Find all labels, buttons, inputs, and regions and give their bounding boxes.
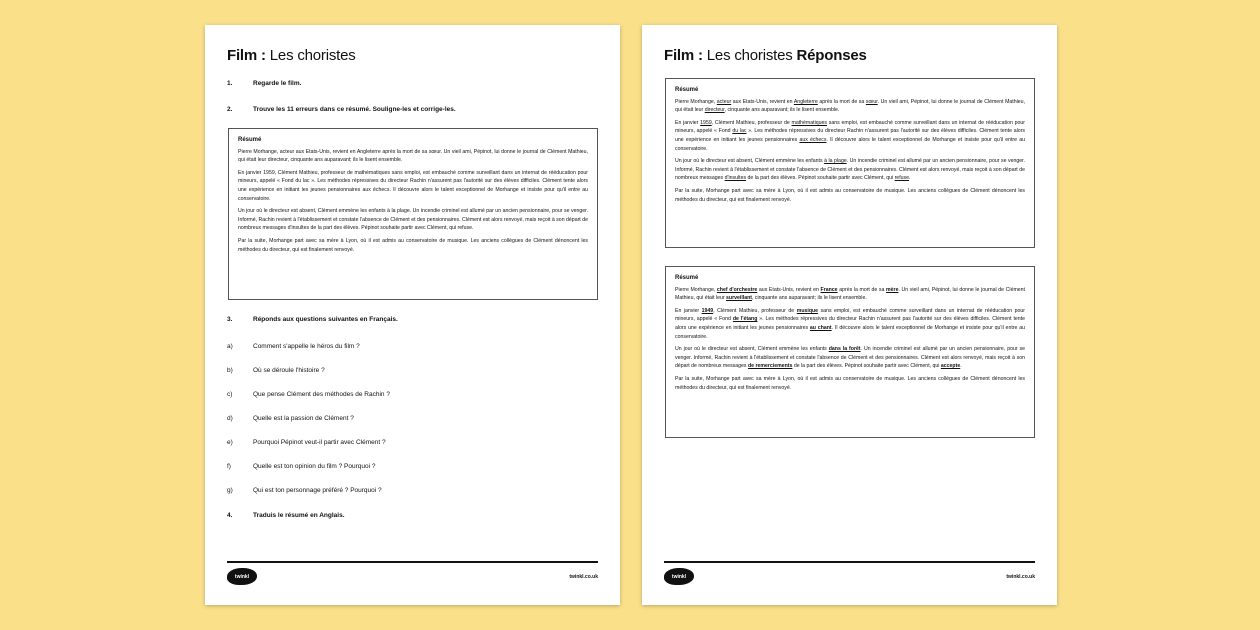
question-item: c) Que pense Clément des méthodes de Rachin ? — [227, 391, 390, 398]
twinkl-logo: twinkl — [664, 568, 694, 585]
text-segment: après la mort de sa — [837, 286, 887, 293]
summary-paragraph — [675, 119, 1025, 153]
text-segment: aux Etats-Unis, revient en — [731, 98, 794, 105]
text-segment: sans emploi, est embauché comme surveillant dans un internat de rééducation pour mineurs, appelé « Fond — [675, 307, 1025, 323]
text-segment: . — [960, 363, 962, 370]
question-item: g) Qui est ton personnage préféré ? Pourquoi ? — [227, 487, 382, 494]
summary-paragraph — [675, 157, 1025, 183]
text-segment: . Un vieil ami, Pépinot, lui donne le journal de Clément Mathieu, qui était leur — [675, 98, 1025, 114]
highlighted-word: au chant — [809, 324, 832, 331]
highlighted-word: accepte — [940, 363, 961, 370]
text-segment: En janvier — [675, 307, 702, 314]
summary-paragraph: Par la suite, Morhange part avec sa mère à Lyon, où il est admis au conservatoire de musique. Les anciens collègues de Clément dénoncent les méthodes du directeur, qui est finalement renvoyé. — [238, 237, 588, 253]
highlighted-word: mathématiques — [791, 119, 827, 126]
highlighted-word: de l'étang — [732, 316, 758, 323]
text-segment: de la part des élèves. Pépinot souhaite partir avec Clément, qui — [746, 175, 895, 182]
highlighted-word: du lac — [732, 128, 747, 135]
corrected-summary-box — [665, 266, 1035, 438]
highlighted-word: dans la forêt — [828, 346, 861, 353]
text-segment: . Il découvre alors le talent exceptionnel de Morhange et insiste pour qu'il entre au conservatoire. — [675, 136, 1026, 152]
highlighted-word: Angleterre — [793, 98, 818, 105]
summary-box — [228, 128, 598, 300]
summary-heading: Résumé — [675, 275, 699, 281]
highlighted-word: France — [820, 286, 838, 293]
highlighted-word: refuse — [894, 175, 909, 182]
summary-paragraph — [675, 286, 1025, 303]
text-segment: . Un vieil ami, Pépinot, lui donne le journal de Clément Mathieu, qui était leur — [675, 286, 1025, 302]
highlighted-word: acteur — [716, 98, 732, 105]
summary-paragraph: Un jour où le directeur est absent, Clément emmène les enfants à la plage. Un incendie criminel est allumé par un ancien pensionnaire, pour se venger. Informé, Rachin revient à l'établissement et constate l'absence de Clément et des pensionnaires. Clément est alors renvoyé, mais reçoit à son départ de nombreux messages d'insultes de la part des élèves. Pépinot souhaite partir avec Clément, qui refuse. — [238, 208, 588, 232]
text-segment: après la mort de sa — [817, 98, 866, 105]
question-item: a) Comment s'appelle le héros du film ? — [227, 343, 360, 350]
text-segment: , cinquante ans auparavant; ils le lisent ensemble. — [752, 295, 867, 302]
summary-paragraph: Pierre Morhange, acteur aux Etats-Unis, revient en Angleterre après la mort de sa sœur. Un vieil ami, Pépinot, lui donne le journal de Clément Mathieu, qui était leur directeur, cinquante ans auparavant; ils le lisent ensemble. — [238, 148, 588, 164]
page-title: Film : Les choristes Réponses — [664, 47, 867, 64]
text-segment: Par la suite, Morhange part avec sa mère à Lyon, où il est admis au conservatoire de musique. Les anciens collègues de Clément dénoncent les méthodes du directeur, qui est finalement renvoyé. — [675, 187, 1025, 203]
text-segment: Un jour où le directeur est absent, Clément emmène les enfants — [675, 158, 825, 165]
highlighted-word: 1949 — [701, 307, 714, 314]
highlighted-word: 1959 — [700, 119, 712, 126]
footer-url: twinkl.co.uk — [569, 574, 598, 580]
footer-url: twinkl.co.uk — [1006, 574, 1035, 580]
highlighted-word: sœur — [865, 98, 878, 105]
text-segment: , Clément Mathieu, professeur de — [711, 119, 792, 126]
footer-divider — [227, 561, 598, 563]
text-segment: Par la suite, Morhange part avec sa mère à Lyon, où il est admis au conservatoire de musique. Les anciens collègues de Clément dénoncent les méthodes du directeur, qui est finalement renvoyé. — [675, 375, 1025, 391]
text-segment: Un jour où le directeur est absent, Clément emmène les enfants — [675, 346, 829, 353]
page-title: Film : Les choristes — [227, 47, 356, 64]
instruction-2: 2. Trouve les 11 erreurs dans ce résumé. Souligne-les et corrige-les. — [227, 106, 456, 113]
text-segment: de la part des élèves. Pépinot souhaite partir avec Clément, qui — [792, 363, 941, 370]
summary-paragraph — [675, 345, 1025, 371]
text-segment: . Il découvre alors le talent exceptionnel de Morhange et insiste pour qu'il entre au conservatoire. — [675, 324, 1025, 340]
question-item: d) Quelle est la passion de Clément ? — [227, 415, 354, 422]
errors-summary-box — [665, 78, 1035, 248]
text-segment: ». Les méthodes répressives du directeur Rachin n'assurent pas l'autorité sur des élèves difficiles. Clément tente alors une expérience en initiant les jeunes pensionnaires — [675, 128, 1025, 143]
highlighted-word: mère — [886, 286, 899, 293]
text-segment: sans emploi, est embauché comme surveillant dans un internat de rééducation pour mineurs, appelé « Fond — [675, 119, 1025, 135]
summary-heading: Résumé — [238, 137, 262, 143]
instruction-4: 4. Traduis le résumé en Anglais. — [227, 512, 345, 519]
worksheet-page — [205, 25, 620, 605]
highlighted-word: à la plage — [824, 158, 847, 165]
text-segment: En janvier — [675, 119, 701, 126]
text-segment: . Un incendie criminel est allumé par un ancien pensionnaire, pour se venger. Informé, Rachin revient à l'établissement et constate l'absence de Clément et des pensionnaires. Clément est alors renvoyé, mais reçoit à son départ de nombreux messages — [675, 346, 1025, 370]
summary-paragraph — [675, 307, 1025, 341]
highlighted-word: directeur — [704, 107, 725, 114]
text-segment: Pierre Morhange, — [675, 286, 717, 293]
highlighted-word: de remerciements — [747, 363, 793, 370]
text-segment: aux Etats-Unis, revient en — [757, 286, 821, 293]
text-segment: , Clément Mathieu, professeur de — [713, 307, 797, 314]
summary-paragraph: En janvier 1959, Clément Mathieu, professeur de mathématiques sans emploi, est embauché comme surveillant dans un internat de rééducation pour mineurs, appelé « Fond du lac ». Les méthodes répressives du directeur Rachin n'assurent pas l'autorité sur des élèves difficiles. Clément tente alors une expérience en initiant les jeunes pensionnaires aux échecs. Il découvre alors le talent exceptionnel de Morhange et insiste pour qu'il entre au conservatoire. — [238, 169, 588, 202]
text-segment: Pierre Morhange, — [675, 98, 717, 105]
highlighted-word: d'insultes — [724, 175, 747, 182]
footer-divider — [664, 561, 1035, 563]
highlighted-word: musique — [796, 307, 819, 314]
summary-paragraph — [675, 375, 1025, 392]
text-segment: . Un incendie criminel est allumé par un ancien pensionnaire, pour se venger. Informé, Rachin revient à l'établissement et constate l'absence de Clément et des pensionnaires. Clément est alors renvoyé, mais reçoit à son départ de nombreux messages — [675, 158, 1025, 182]
instruction-1: 1. Regarde le film. — [227, 80, 302, 87]
answers-page — [642, 25, 1057, 605]
question-item: f) Quelle est ton opinion du film ? Pourquoi ? — [227, 463, 376, 470]
text-segment: ». Les méthodes répressives du directeur Rachin n'assurent pas l'autorité sur des élèves difficiles. Clément tente alors une expérience en initiant les jeunes pensionnaires — [675, 316, 1026, 331]
question-item: e) Pourquoi Pépinot veut-il partir avec Clément ? — [227, 439, 386, 446]
summary-heading: Résumé — [675, 87, 699, 93]
summary-paragraph — [675, 187, 1025, 204]
text-segment: , cinquante ans auparavant; ils le lisent ensemble. — [724, 107, 840, 114]
highlighted-word: aux échecs — [799, 136, 827, 143]
question-item: b) Où se déroule l'histoire ? — [227, 367, 325, 374]
twinkl-logo: twinkl — [227, 568, 257, 585]
highlighted-word: surveillant — [726, 295, 752, 302]
highlighted-word: chef d'orchestre — [716, 286, 758, 293]
text-segment: . — [909, 175, 911, 182]
summary-paragraph — [675, 98, 1025, 115]
instruction-3: 3. Réponds aux questions suivantes en Français. — [227, 316, 398, 323]
